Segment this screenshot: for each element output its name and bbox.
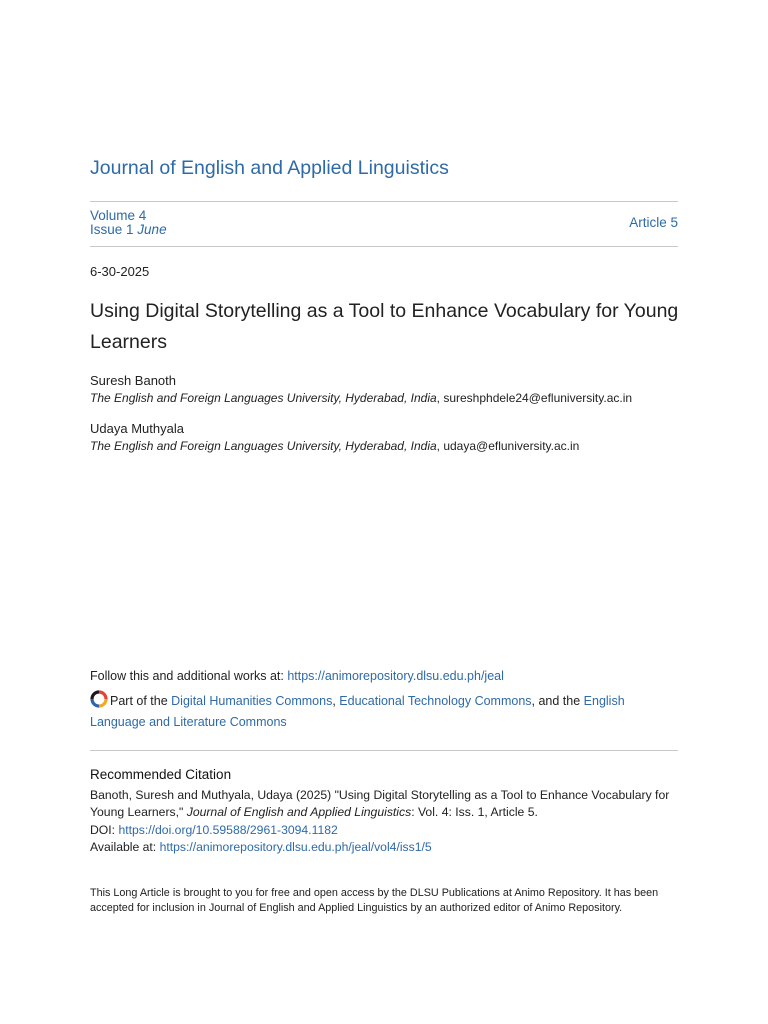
recommended-citation-body — [90, 787, 680, 856]
issue-label: Issue 1 — [90, 222, 134, 237]
part-of-sep-2: , and the — [531, 694, 584, 708]
author-name-1: Suresh Banoth — [90, 373, 177, 388]
recommended-citation-heading: Recommended Citation — [90, 767, 232, 782]
top-divider — [90, 201, 678, 202]
doi-link[interactable]: https://doi.org/10.59588/2961-3094.1182 — [118, 822, 338, 837]
citation-journal: Journal of English and Applied Linguistics — [186, 805, 412, 820]
journal-title-link[interactable]: Journal of English and Applied Linguistics — [90, 157, 449, 179]
network-commons-icon — [90, 690, 108, 708]
follow-line — [90, 669, 504, 683]
header-divider — [90, 246, 678, 247]
part-of-line — [90, 690, 680, 733]
author-affiliation-1 — [90, 391, 632, 405]
available-at-link[interactable]: https://animorepository.dlsu.edu.ph/jeal/vol4/iss1/5 — [159, 839, 432, 854]
author-email-2: , udaya@efluniversity.ac.in — [436, 439, 580, 453]
digital-humanities-commons-link[interactable]: Digital Humanities Commons — [171, 694, 333, 708]
doi-label: DOI: — [90, 822, 119, 837]
citation-divider — [90, 750, 678, 751]
volume-link[interactable]: Volume 4 — [90, 208, 147, 223]
follow-link[interactable]: https://animorepository.dlsu.edu.ph/jeal — [287, 669, 504, 683]
available-at-label: Available at: — [90, 839, 160, 854]
follow-label: Follow this and additional works at: — [90, 669, 288, 683]
article-number-link[interactable]: Article 5 — [629, 215, 678, 230]
author-affiliation-2 — [90, 439, 579, 453]
affiliation-text-1: The English and Foreign Languages University, Hyderabad, India — [90, 391, 437, 405]
article-title: Using Digital Storytelling as a Tool to Enhance Vocabulary for Young Learners — [90, 300, 679, 353]
repository-notice: This Long Article is brought to you for free and open access by the DLSU Publications at Animo Repository. It has been accepted for inclusion in Journal of English and Applied Linguistics by an authorized editor of Animo Repository. — [90, 887, 659, 914]
volume-issue — [90, 209, 167, 237]
issue-month: June — [137, 222, 167, 237]
part-of-prefix: Part of the — [110, 694, 172, 708]
publication-date: 6-30-2025 — [90, 264, 150, 279]
part-of-sep-1: , — [332, 694, 340, 708]
citation-text-2: : Vol. 4: Iss. 1, Article 5. — [411, 805, 538, 820]
citation-text-1: Banoth, Suresh and Muthyala, Udaya (2025) "Using Digital Storytelling as a Tool to Enhance Vocabulary for Young Learners," — [90, 788, 670, 820]
english-language-literature-commons-link[interactable]: English Language and Literature Commons — [90, 694, 625, 729]
issue-link[interactable] — [90, 222, 167, 237]
author-email-1: , sureshphdele24@efluniversity.ac.in — [436, 391, 633, 405]
affiliation-text-2: The English and Foreign Languages University, Hyderabad, India — [90, 439, 437, 453]
educational-technology-commons-link[interactable]: Educational Technology Commons — [339, 694, 532, 708]
author-name-2: Udaya Muthyala — [90, 421, 184, 436]
